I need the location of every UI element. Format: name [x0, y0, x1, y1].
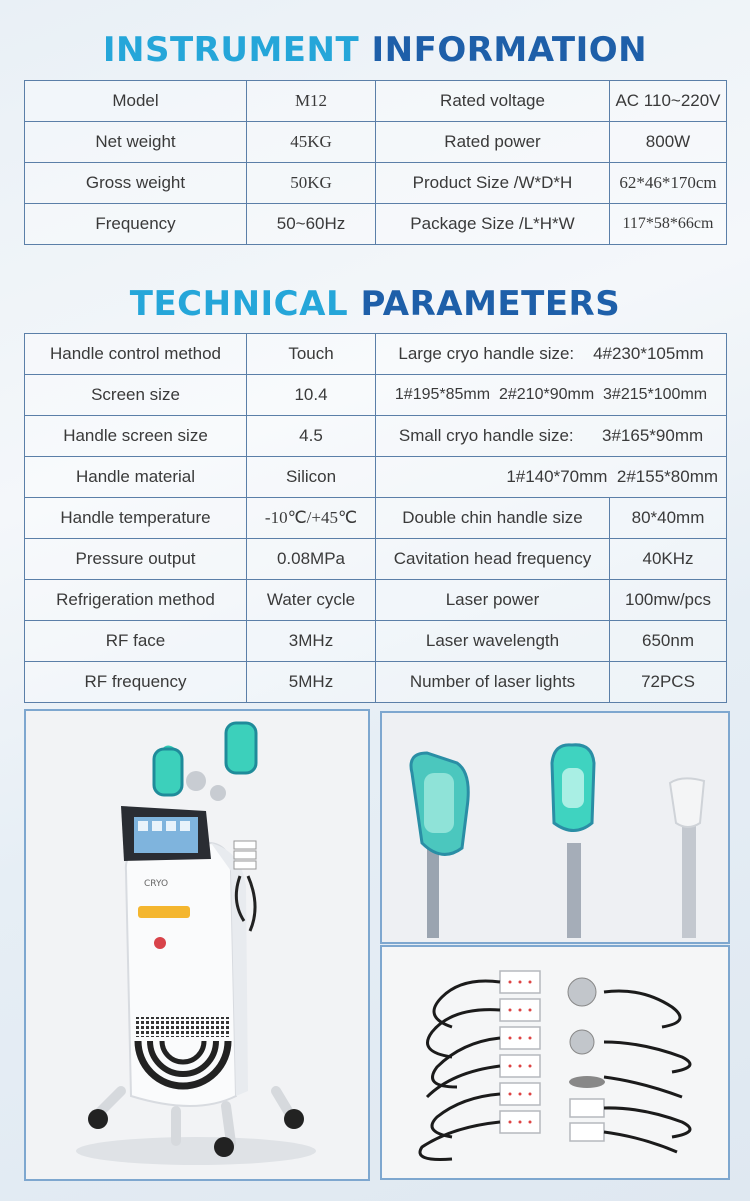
spec-value: 45KG — [247, 122, 376, 163]
param-label: Laser wavelength — [376, 621, 610, 662]
param-label: Cavitation head frequency — [376, 539, 610, 580]
table-row — [25, 539, 727, 580]
spec-label: Model — [25, 81, 247, 122]
param-label: Pressure output — [25, 539, 247, 580]
instrument-information-table — [24, 80, 727, 245]
param-label: Number of laser lights — [376, 662, 610, 703]
param-label: Handle temperature — [25, 498, 247, 539]
spec-value: 50KG — [247, 163, 376, 204]
param-value: 4#230*105mm — [593, 344, 704, 363]
table-row — [25, 498, 727, 539]
param-label: Large cryo handle size: — [398, 344, 575, 363]
instrument-information-title: INSTRUMENT INFORMATION — [102, 30, 648, 70]
spec-value: M12 — [247, 81, 376, 122]
param-value: -10℃/+45℃ — [247, 498, 376, 539]
spec-label: Rated power — [376, 122, 610, 163]
param-span — [376, 334, 727, 375]
param-label: Handle screen size — [25, 416, 247, 457]
spec-label: Product Size /W*D*H — [376, 163, 610, 204]
param-value: 3#165*90mm — [602, 426, 704, 445]
param-value: Silicon — [247, 457, 376, 498]
param-value: 650nm — [610, 621, 727, 662]
handles-photo — [380, 711, 730, 944]
spec-label: Gross weight — [25, 163, 247, 204]
param-value: Touch — [247, 334, 376, 375]
table-row — [25, 375, 727, 416]
param-value: 80*40mm — [610, 498, 727, 539]
spec-label: Package Size /L*H*W — [376, 204, 610, 245]
table-row — [25, 204, 727, 245]
table-row — [25, 163, 727, 204]
table-row — [25, 416, 727, 457]
param-label: Double chin handle size — [376, 498, 610, 539]
param-value: 4.5 — [247, 416, 376, 457]
table-row — [25, 580, 727, 621]
param-value: Water cycle — [247, 580, 376, 621]
param-value: 10.4 — [247, 375, 376, 416]
param-value: 3MHz — [247, 621, 376, 662]
table-row — [25, 122, 727, 163]
table-row — [25, 81, 727, 122]
param-label: Small cryo handle size: — [398, 426, 574, 445]
spec-value: AC 110~220V — [610, 81, 727, 122]
param-value: 72PCS — [610, 662, 727, 703]
param-value: 40KHz — [610, 539, 727, 580]
param-label: Refrigeration method — [25, 580, 247, 621]
cryo-machine-illustration — [26, 711, 368, 1179]
param-label: RF face — [25, 621, 247, 662]
table-row — [25, 621, 727, 662]
table-row — [25, 334, 727, 375]
spec-label: Net weight — [25, 122, 247, 163]
technical-parameters-table — [24, 333, 727, 703]
spec-label: Rated voltage — [376, 81, 610, 122]
spec-value: 62*46*170cm — [610, 163, 727, 204]
spec-value: 117*58*66cm — [610, 204, 727, 245]
technical-parameters-title: TECHNICAL PARAMETERS — [129, 284, 621, 324]
spec-value: 50~60Hz — [247, 204, 376, 245]
machine-photo — [24, 709, 370, 1181]
param-span-value: 1#195*85mm 2#210*90mm 3#215*100mm — [376, 375, 727, 416]
table-row — [25, 662, 727, 703]
param-label: Screen size — [25, 375, 247, 416]
spec-value: 800W — [610, 122, 727, 163]
table-row — [25, 457, 727, 498]
laser-pads-illustration — [382, 947, 728, 1178]
param-value: 5MHz — [247, 662, 376, 703]
param-span — [376, 416, 727, 457]
spec-label: Frequency — [25, 204, 247, 245]
param-value: 100mw/pcs — [610, 580, 727, 621]
param-value: 0.08MPa — [247, 539, 376, 580]
param-label: Laser power — [376, 580, 610, 621]
accessories-photo — [380, 945, 730, 1180]
param-label: RF frequency — [25, 662, 247, 703]
param-label: Handle control method — [25, 334, 247, 375]
cryo-logo: CRYO — [144, 879, 169, 889]
param-label: Handle material — [25, 457, 247, 498]
cryo-handles-illustration — [382, 713, 728, 942]
param-span-value: 1#140*70mm 2#155*80mm — [376, 457, 727, 498]
